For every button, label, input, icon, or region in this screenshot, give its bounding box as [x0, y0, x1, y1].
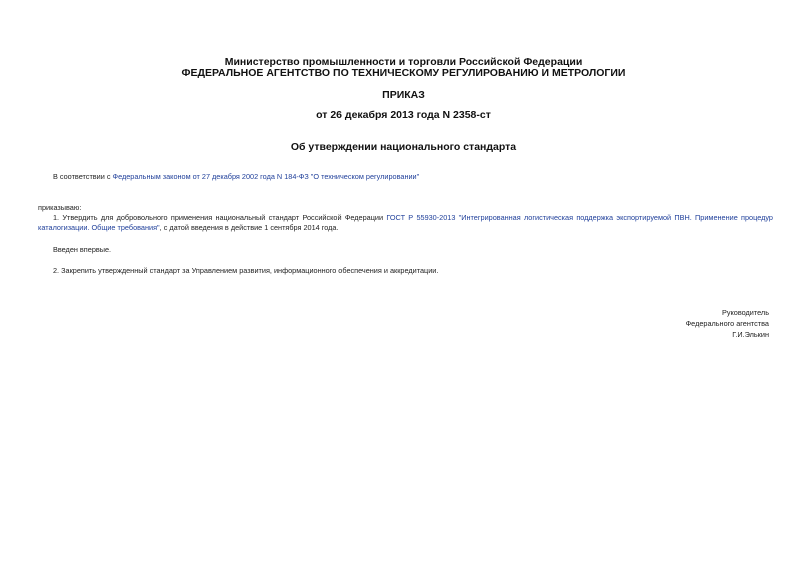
item1-suffix: , с датой введения в действие 1 сентября 2014 года. [159, 223, 339, 232]
signature-block [686, 307, 769, 340]
introduced-note: Введен впервые. [53, 245, 112, 254]
gost-standard-link[interactable]: ГОСТ Р 55930-2013 "Интегрированная логистическая поддержка экспортируемой ПВН. Применение процедур каталогизации. Общие требования" [38, 213, 773, 232]
signature-organization: Федерального агентства [685, 319, 769, 328]
item2-paragraph: 2. Закрепить утвержденный стандарт за Управлением развития, информационного обеспечения и аккредитации. [53, 266, 439, 275]
ministry-name: Министерство промышленности и торговли Российской Федерации [224, 56, 583, 68]
doc-date-number: от 26 декабря 2013 года N 2358-ст [316, 109, 491, 121]
doc-subject: Об утверждении национального стандарта [290, 141, 517, 153]
signature-position: Руководитель [721, 308, 769, 317]
intro-prefix: В соответствии с [53, 172, 113, 181]
agency-name: ФЕДЕРАЛЬНОЕ АГЕНТСТВО ПО ТЕХНИЧЕСКОМУ РЕГУЛИРОВАНИЮ И МЕТРОЛОГИИ [181, 67, 626, 79]
intro-paragraph [53, 172, 773, 182]
federal-law-link[interactable]: Федеральным законом от 27 декабря 2002 года N 184-ФЗ "О техническом регулировании" [112, 172, 420, 181]
document-header [0, 57, 807, 79]
item1-paragraph [38, 213, 773, 233]
order-word: приказываю: [38, 203, 82, 212]
signature-name: Г.И.Элькин [732, 330, 769, 339]
doc-type: ПРИКАЗ [382, 89, 425, 101]
item1-prefix: 1. Утвердить для добровольного применения национальный стандарт Российской Федерации [53, 213, 387, 222]
